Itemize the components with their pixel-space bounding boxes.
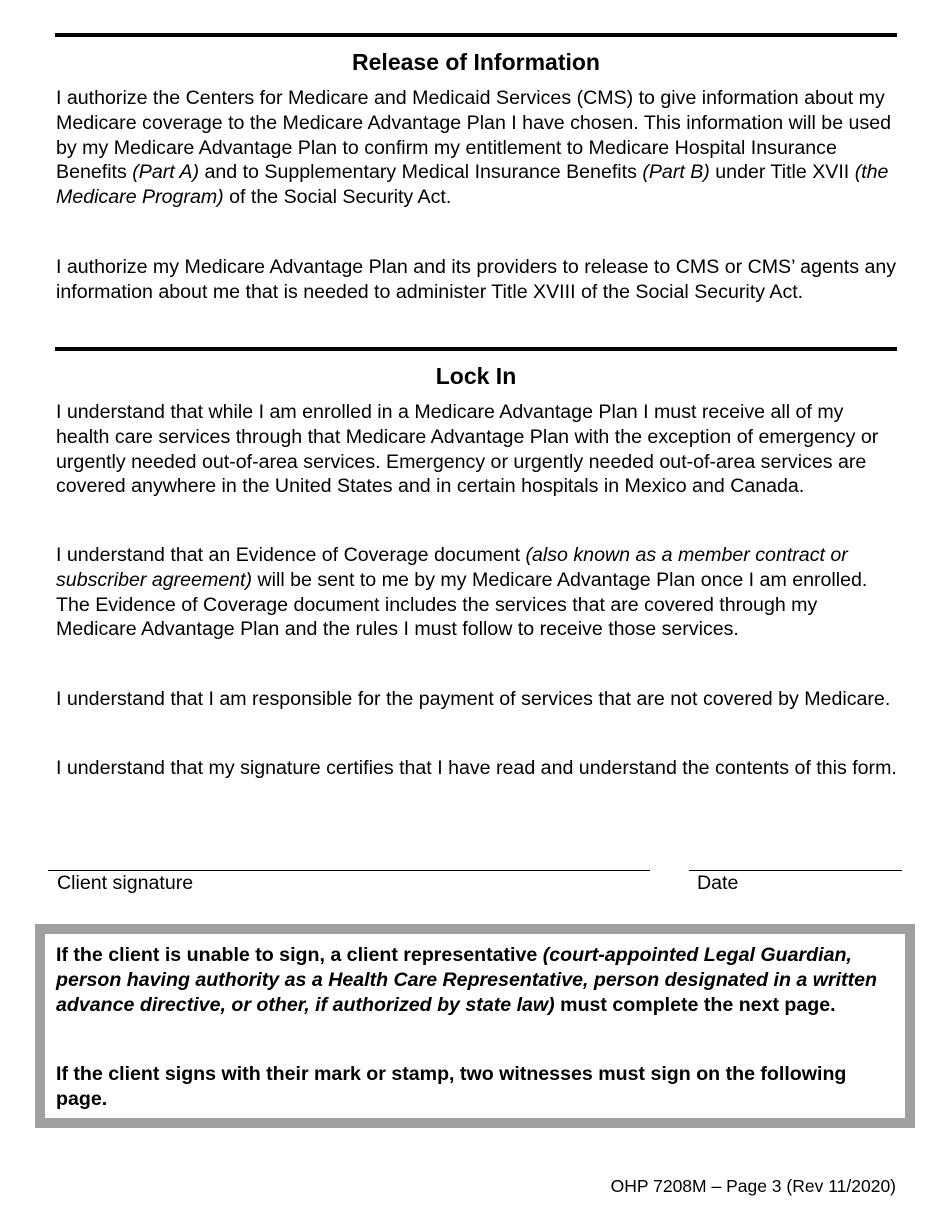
section-divider-top [55, 33, 897, 37]
page-footer: OHP 7208M – Page 3 (Rev 11/2020) [610, 1176, 896, 1196]
italic-text: (court-appointed Legal Guardian, person having authority as a Health Care Representative, person designated in a written advance directive, or other, if authorized by state law) [56, 944, 877, 1016]
italic-text: (also known as a member contract or subscriber agreement) [56, 544, 848, 591]
date-label: Date [697, 872, 739, 894]
release-paragraph-1: I authorize the Centers for Medicare and Medicaid Services (CMS) to give information about my Medicare coverage to the Medicare Advantage Plan I have chosen. This information will be used by my Medicare Advantage Plan to confirm my entitlement to Medicare Hospital Insurance Benefits (Part A) and to Supplementary Medical Insurance Benefits (Part B) under Title XVII (the Medicare Program) of the Social Security Act. [56, 87, 892, 209]
lockin-section-title: Lock In [435, 363, 517, 389]
italic-text: (the Medicare Program) [56, 161, 889, 209]
notice-paragraph-1: If the client is unable to sign, a client representative (court-appointed Legal Guardian, person having authority as a Health Care Representative, person designated in a written advance directive, or other, if authorized by state law) must complete the next page. [56, 944, 877, 1016]
lockin-paragraph-4: I understand that my signature certifies that I have read and understand the contents of this form. [56, 757, 897, 779]
lockin-paragraph-2: I understand that an Evidence of Coverage document (also known as a member contract or subscriber agreement) will be sent to me by my Medicare Advantage Plan once I am enrolled. The Evidence of Coverage document includes the services that are covered through my Medicare Advantage Plan and the rules I must follow to receive those services. [56, 544, 868, 641]
italic-text: (Part B) [642, 161, 710, 184]
section-divider-lockin [55, 347, 897, 351]
italic-text: (Part A) [132, 161, 200, 184]
release-paragraph-2: I authorize my Medicare Advantage Plan and its providers to release to CMS or CMS’ agents any information about me that is needed to administer Title XVIII of the Social Security Act. [56, 256, 897, 303]
release-section-title: Release of Information [352, 49, 600, 75]
notice-paragraph-2: If the client signs with their mark or stamp, two witnesses must sign on the following page. [56, 1063, 847, 1110]
client-signature-label: Client signature [57, 872, 194, 894]
representative-notice-box [35, 924, 915, 1128]
lockin-paragraph-3: I understand that I am responsible for the payment of services that are not covered by Medicare. [56, 688, 891, 710]
lockin-paragraph-1: I understand that while I am enrolled in a Medicare Advantage Plan I must receive all of my health care services through that Medicare Advantage Plan with the exception of emergency or urgently needed out-of-area services. Emergency or urgently needed out-of-area services are covered anywhere in the United States and in certain hospitals in Mexico and Canada. [56, 401, 879, 498]
